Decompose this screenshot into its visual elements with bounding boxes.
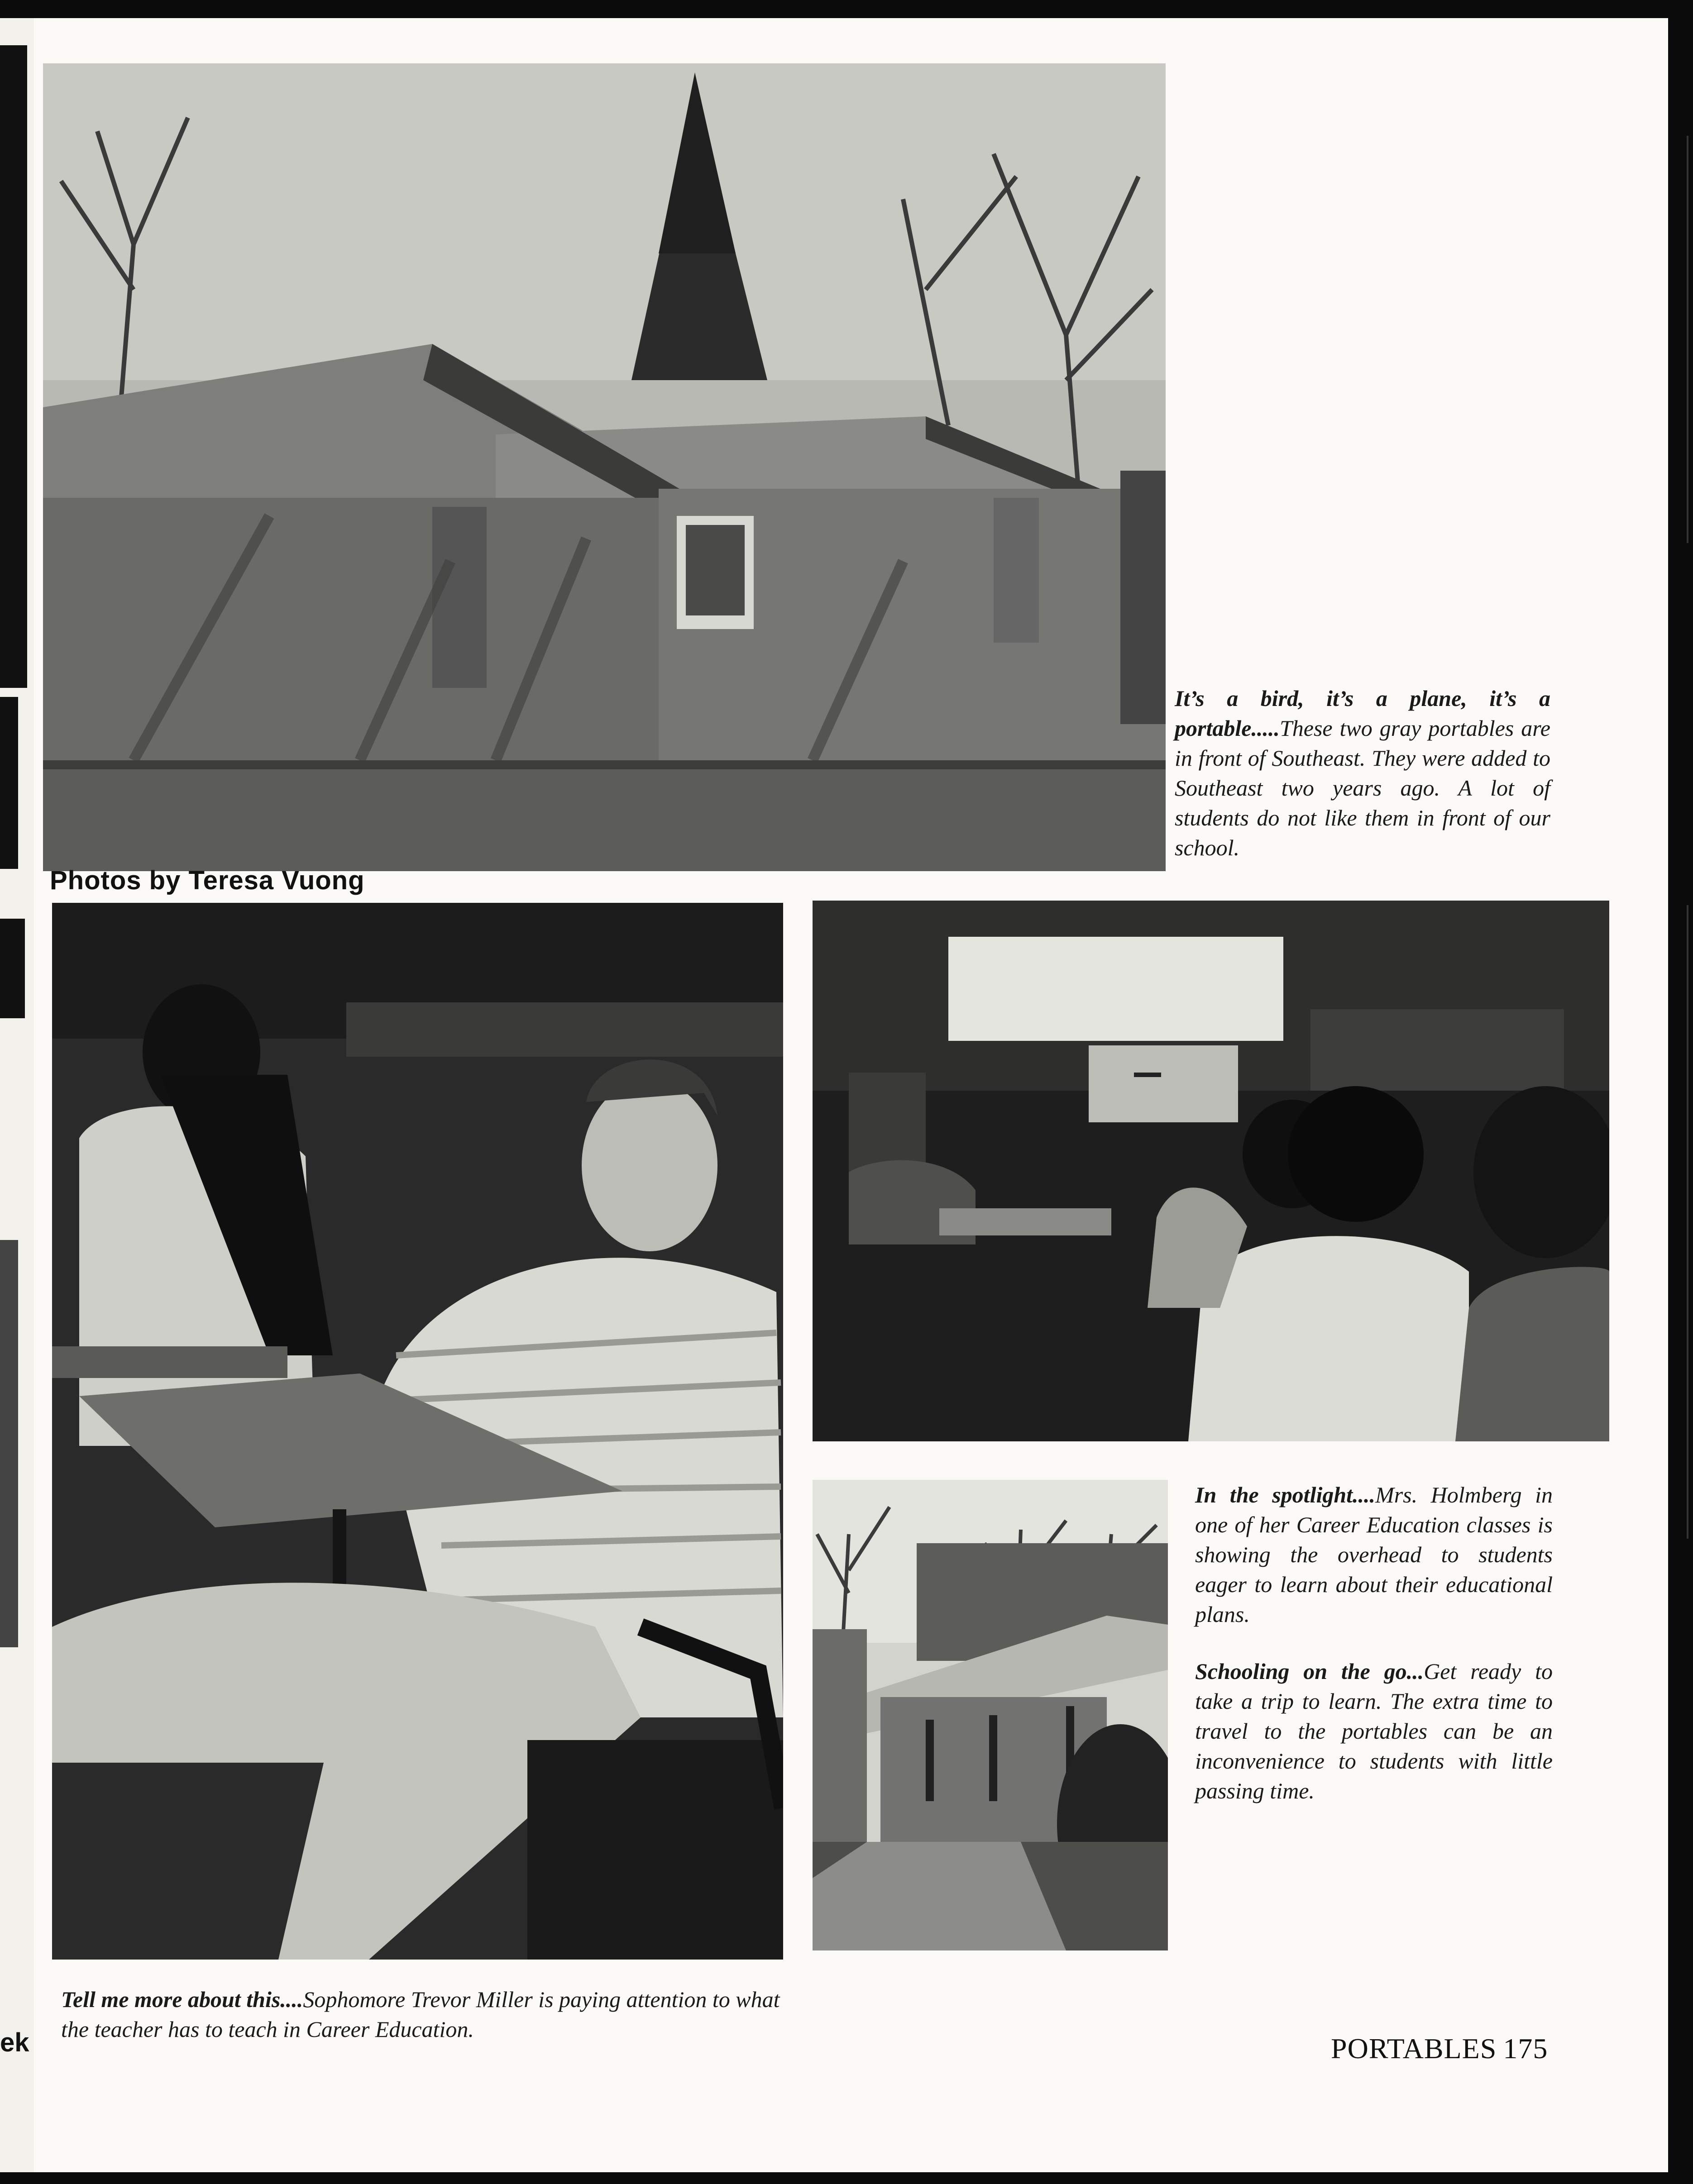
caption-spotlight-lead: In the spotlight.... <box>1195 1482 1376 1507</box>
caption-portables-body: These two gray portables are in front of Southeast. They were added to Southeast two years ago. A lot of students do not like them in front of our school. <box>1175 715 1550 860</box>
photo-portable-walkway <box>813 1480 1168 1950</box>
adjacent-page-strip <box>0 18 34 2172</box>
photo-credit: Photos by Teresa Vuong <box>50 866 365 895</box>
caption-spotlight <box>1195 1480 1553 1629</box>
adjacent-page-text: ek <box>0 2028 29 2057</box>
caption-trevor-lead: Tell me more about this.... <box>61 1987 303 2012</box>
caption-schooling-lead: Schooling on the go... <box>1195 1659 1424 1684</box>
caption-portables <box>1175 683 1550 863</box>
caption-trevor <box>61 1984 781 2044</box>
photo-overhead-classroom <box>813 901 1609 1441</box>
folio-page-number: 175 <box>1503 2032 1548 2065</box>
caption-spotlight-body: Mrs. Holmberg in one of her Career Education classes is showing the overhead to students eager to learn about their educational plans. <box>1195 1482 1553 1627</box>
page-folio <box>1331 2032 1548 2065</box>
folio-section: PORTABLES <box>1331 2032 1497 2065</box>
caption-portables-lead: It’s a bird, it’s a plane, it’s a portable..... <box>1175 686 1550 741</box>
page-right-edge <box>1668 0 1693 2184</box>
caption-schooling-body: Get ready to take a trip to learn. The extra time to travel to the portables can be an inconvenience to students with little passing time. <box>1195 1659 1553 1803</box>
photo-student-at-desk <box>52 903 783 1960</box>
caption-schooling <box>1195 1656 1553 1806</box>
caption-trevor-body: Sophomore Trevor Miller is paying attention to what the teacher has to teach in Career Education. <box>61 1987 780 2042</box>
photo-portables-building <box>43 63 1166 871</box>
